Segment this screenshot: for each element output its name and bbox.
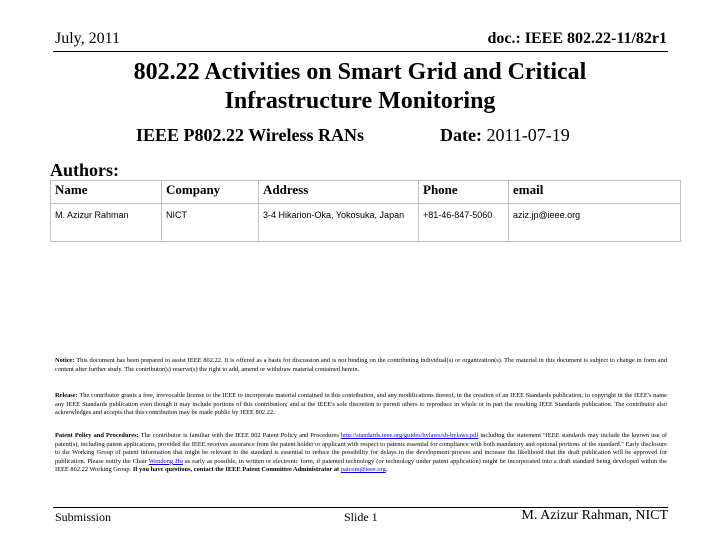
footer-submission: Submission	[55, 510, 112, 524]
header-divider	[53, 51, 668, 52]
patent-policy-text-b: including the statement "IEEE standards may include the known use of patent(s), including patent applications, provided the IEEE receives assurance from the patent holder or applicant with respect to patents essential for compliance with both mandatory and optional portions of the standard." Early disclosure to the Working Group of patent information that might be relevant to the standard is essential to reduce the possibility for delays in the development process and increase the likelihood that the draft publication will be approved for publication. Please notify the Chair	[55, 432, 667, 465]
patent-policy-paragraph	[55, 432, 667, 475]
slide-date	[440, 125, 570, 146]
footer-slide-number: Slide 1	[344, 510, 378, 524]
authors-heading: Authors:	[50, 160, 120, 180]
slide-subtitle: IEEE P802.22 Wireless RANs	[136, 125, 365, 145]
table-row	[51, 204, 681, 242]
col-header-company: Company	[162, 181, 259, 204]
patent-policy-text-a: The contributor is familiar with the IEEE 802 Patent Policy and Procedures	[140, 432, 339, 439]
patent-policy-contact: If you have questions, contact the IEEE Patent Committee Administrator at	[132, 466, 340, 474]
slide-title: 802.22 Activities on Smart Grid and Critical Infrastructure Monitoring	[133, 59, 587, 114]
patent-policy-label: Patent Policy and Procedures:	[55, 432, 139, 439]
release-text: The contributor grants a free, irrevocable license to the IEEE to incorporate material contained in this contribution, and any modifications thereof, in the creation of an IEEE Standards publication; to copyright in the IEEE's name any IEEE Standards publication even though it may include portions of this contribution; and at the IEEE's sole discretion to permit others to reproduce in whole or in part the resulting IEEE Standards publication. The contributor also acknowledges and accepts that this contribution may be made public by IEEE 802.22.	[55, 392, 668, 417]
patent-policy-text-c: as early as possible, in written or electronic form, if patented technology (or technology under patent application) might be incorporated into a draft standard being developed within the IEEE 802.22 Working Group.	[55, 457, 667, 474]
footer-author: M. Azizur Rahman, NICT	[521, 508, 668, 523]
notice-label: Notice:	[55, 357, 75, 364]
date-label: Date:	[440, 125, 482, 145]
authors-table	[50, 180, 681, 242]
cell-company: NICT	[162, 204, 259, 242]
header-date: July, 2011	[55, 30, 121, 47]
col-header-phone: Phone	[419, 181, 509, 204]
chair-link[interactable]: Wendong Hu	[148, 457, 183, 465]
release-paragraph	[55, 392, 667, 418]
col-header-address: Address	[259, 181, 419, 204]
release-label: Release:	[55, 392, 78, 399]
cell-address: 3-4 Hikarion-Oka, Yokosuka, Japan	[259, 204, 419, 242]
notice-paragraph	[55, 357, 667, 374]
notice-text: This document has been prepared to assist IEEE 802.22. It is offered as a basis for discussion and is not binding on the contributing individual(s) or organization(s). The material in this document is subject to change in form and content after further study. The contributor(s) reserve(s) the right to add, amend or withdraw material contained herein.	[55, 357, 668, 373]
header-doc-id: doc.: IEEE 802.22-11/82r1	[487, 30, 667, 47]
cell-email: aziz.jp@ieee.org	[509, 204, 681, 242]
col-header-email: email	[509, 181, 681, 204]
table-header-row	[51, 181, 681, 204]
cell-name: M. Azizur Rahman	[51, 204, 162, 242]
cell-phone: +81-46-847-5060	[419, 204, 509, 242]
patcom-email-link[interactable]: patcom@ieee.org	[340, 466, 386, 474]
bylaws-link[interactable]: http://standards.ieee.org/guides/bylaws/sb-bylaws.pdf	[340, 432, 479, 439]
date-value: 2011-07-19	[486, 125, 570, 145]
col-header-name: Name	[51, 181, 162, 204]
patent-policy-end: .	[385, 466, 388, 474]
